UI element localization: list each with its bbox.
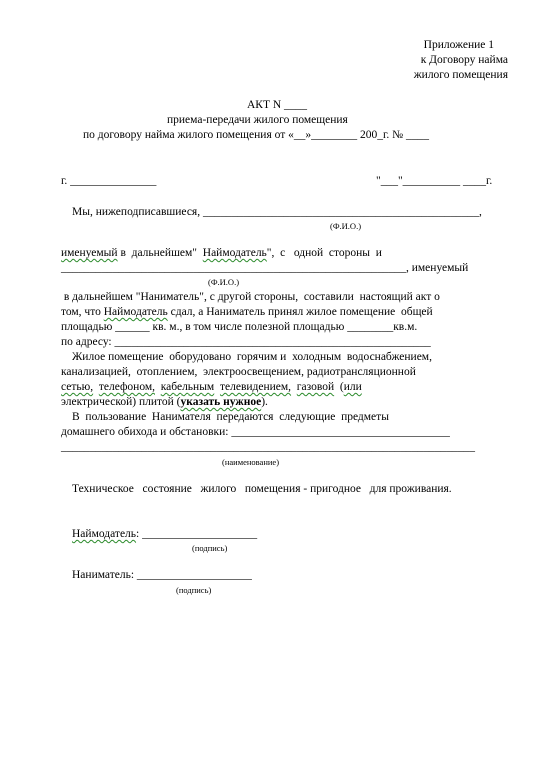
eq-word-cable: кабельным (160, 381, 215, 393)
landlord-signature-line (72, 527, 257, 541)
landlord-signature-label: Наймодатель (72, 528, 137, 540)
tenant-signature-line: Наниматель: ____________________ (72, 569, 252, 581)
tenant-signature-hint: (подпись) (176, 585, 212, 595)
eq-paren: ( (334, 381, 344, 393)
tenant-name-line: ____________________________________________________________, именуемый (61, 262, 469, 274)
technical-condition: Техническое состояние жилого помещения - пригодное для проживания. (72, 483, 452, 495)
eq-specify-note: указать нужное (180, 396, 262, 408)
eq-stove-text: электрической) плитой ( (61, 396, 181, 408)
landlord-designation (61, 246, 382, 260)
tenant-designation: в дальнейшем "Наниматель", с другой стороны, составили настоящий акт о (61, 291, 440, 303)
area-line: площадью ______ кв. м., в том числе полезной площадью ________кв.м. (61, 321, 418, 333)
equipment-line-2: канализацией, отоплением, электроосвещением, радиотрансляционной (61, 366, 416, 378)
landlord-text-1: в дальнейшем" (117, 247, 203, 259)
city-field: г. _______________ (61, 175, 157, 187)
landlord-word-named: именуемый (61, 247, 118, 259)
equipment-line-3 (61, 380, 362, 394)
equipment-line-1: Жилое помещение оборудовано горячим и холодным водоснабжением, (72, 351, 432, 363)
landlord-text-2: ", с одной стороны и (266, 247, 382, 259)
items-line-2: домашнего обихода и обстановки: ______________________________________ (61, 426, 450, 438)
landlord-signature-blank: : ____________________ (136, 528, 258, 540)
parties-intro: Мы, нижеподписавшиеся, ________________________________________________, (72, 206, 482, 218)
eq-end: ). (261, 396, 268, 408)
transfer-statement (61, 305, 433, 319)
landlord-signature-hint: (подпись) (192, 543, 228, 553)
contract-reference: по договору найма жилого помещения от «__»________ 200_г. № ____ (83, 129, 430, 141)
fio-hint-tenant: (Ф.И.О.) (208, 277, 240, 287)
act-number-title: АКТ N ____ (247, 99, 308, 111)
eq-word-phone: телефоном, (98, 381, 155, 393)
appendix-line-1: Приложение 1 (423, 39, 494, 51)
eq-word-network: сетью, (61, 381, 94, 393)
address-line: по адресу: _______________________________________________________ (61, 336, 431, 348)
eq-word-tv: телевидением, (219, 381, 292, 393)
transfer-text-1: том, что (61, 306, 104, 318)
equipment-line-4 (61, 395, 268, 409)
transfer-landlord-word: Наймодатель (103, 306, 168, 318)
date-field: "___"__________ ____г. (376, 175, 493, 187)
appendix-line-3: жилого помещения (413, 69, 508, 81)
landlord-word: Наймодатель (202, 247, 267, 259)
items-line-1: В пользование Нанимателя передаются следующие предметы (72, 411, 389, 423)
eq-word-gas: газовой (296, 381, 335, 393)
items-name-hint: (наименование) (222, 457, 280, 467)
items-line-3: ________________________________________________________________________ (61, 441, 475, 453)
appendix-line-2: к Договору найма (420, 54, 508, 66)
eq-word-or: или (343, 381, 362, 393)
act-subtitle: приема-передачи жилого помещения (167, 114, 348, 126)
fio-hint-landlord: (Ф.И.О.) (330, 221, 362, 231)
transfer-text-2: сдал, а Наниматель принял жилое помещение общей (167, 306, 433, 318)
